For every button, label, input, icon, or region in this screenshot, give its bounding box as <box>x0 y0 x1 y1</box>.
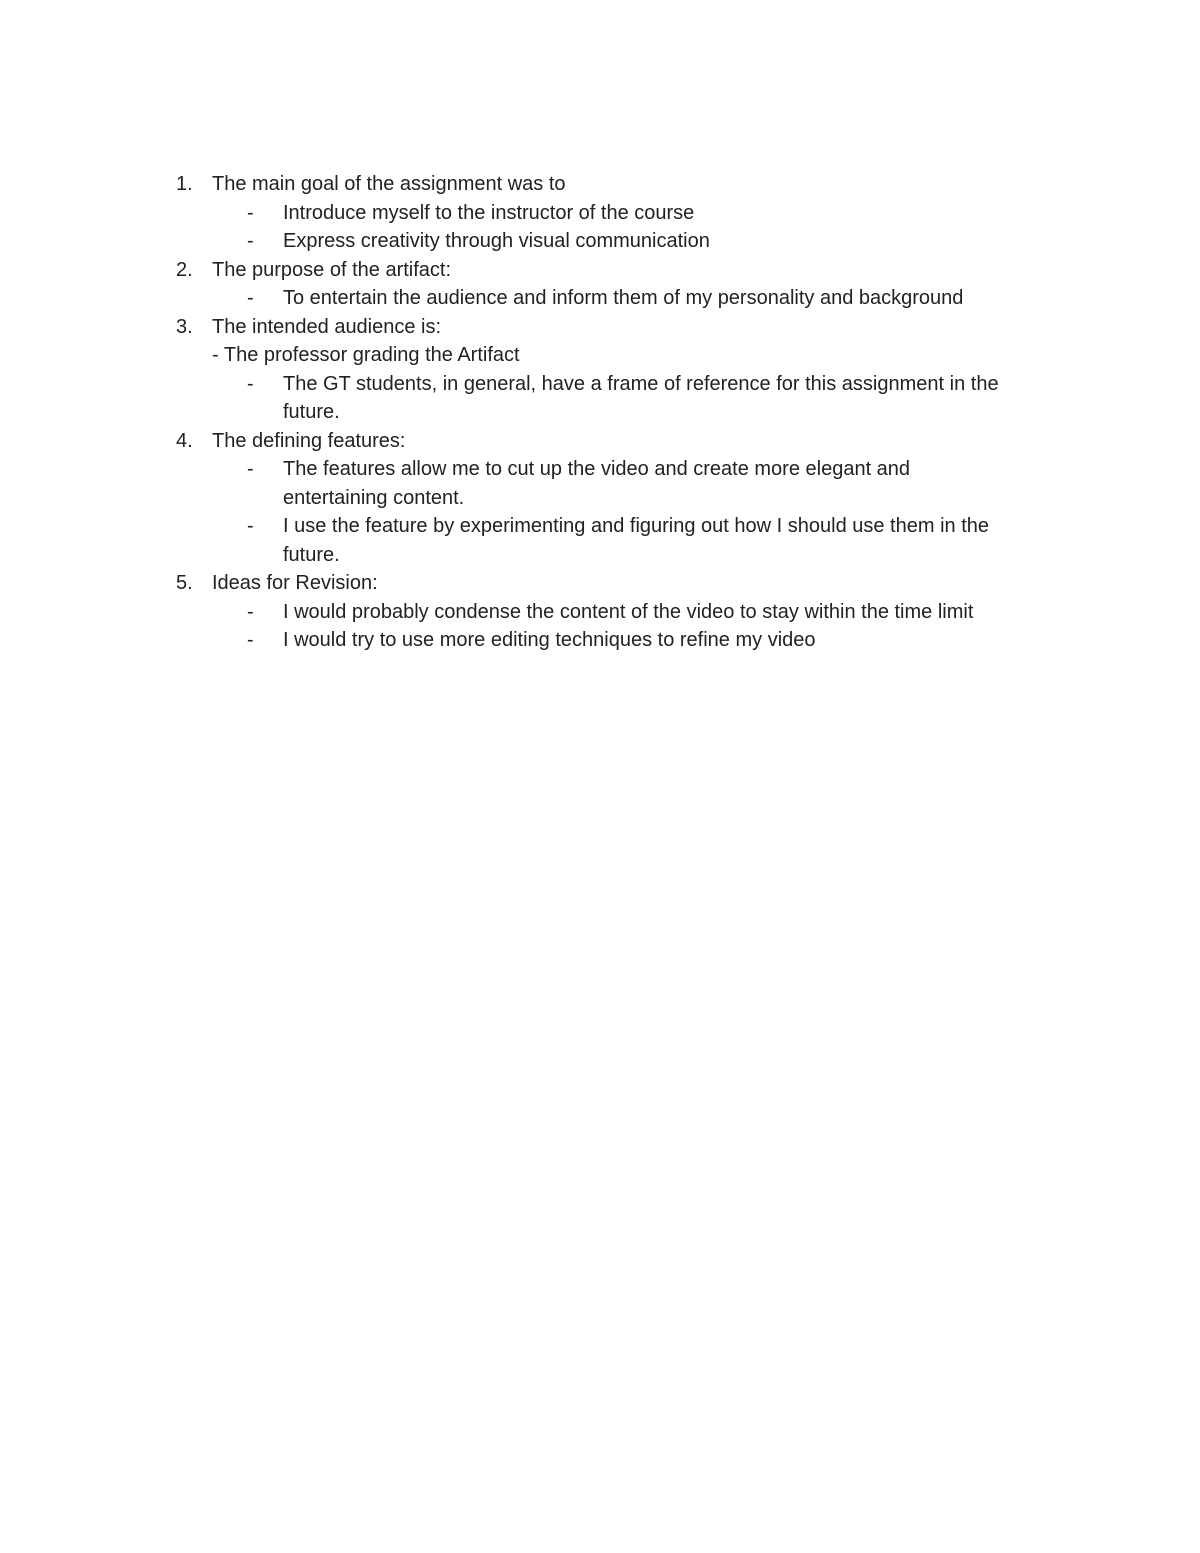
list-number: 4. <box>176 429 193 452</box>
bullet-item <box>0 598 1200 627</box>
list-item-text: The intended audience is: <box>212 315 442 338</box>
bullet-dash: - <box>247 287 254 309</box>
bullet-dash: - <box>247 629 254 651</box>
bullet-item <box>0 284 1200 313</box>
list-item-text: The defining features: <box>212 429 406 452</box>
bullet-text-continued: future. <box>283 401 340 423</box>
bullet-continuation <box>0 541 1200 570</box>
list-number: 1. <box>176 173 193 195</box>
bullet-text: I use the feature by experimenting and figuring out how I should use them in the <box>283 515 989 537</box>
bullet-text: I would probably condense the content of the video to stay within the time limit <box>283 600 974 623</box>
list-item-text: The purpose of the artifact: <box>212 258 452 281</box>
bullet-dash: - <box>247 230 254 252</box>
bullet-dash: - <box>247 372 254 395</box>
bullet-text: I would try to use more editing techniques to refine my video <box>283 629 816 651</box>
plain-dash-line <box>0 341 1200 370</box>
bullet-item <box>0 455 1200 484</box>
bullet-text-continued: entertaining content. <box>283 486 465 509</box>
bullet-text: Express creativity through visual communication <box>283 230 710 252</box>
bullet-item <box>0 512 1200 541</box>
list-item-3 <box>0 313 1200 342</box>
list-number: 5. <box>176 572 193 594</box>
list-item-2 <box>0 256 1200 285</box>
list-item-5 <box>0 569 1200 598</box>
bullet-text: The GT students, in general, have a frame of reference for this assignment in the <box>283 372 999 395</box>
bullet-dash: - <box>247 458 254 480</box>
list-item-text: The main goal of the assignment was to <box>212 173 566 195</box>
list-number: 3. <box>176 315 193 338</box>
bullet-continuation <box>0 398 1200 427</box>
bullet-dash: - <box>247 201 254 224</box>
bullet-text-continued: future. <box>283 543 340 566</box>
bullet-item <box>0 227 1200 256</box>
bullet-continuation <box>0 484 1200 513</box>
bullet-dash: - <box>247 515 254 537</box>
list-item-1 <box>0 170 1200 199</box>
bullet-item <box>0 626 1200 655</box>
list-item-text: Ideas for Revision: <box>212 572 378 594</box>
bullet-text: The features allow me to cut up the video and create more elegant and <box>283 458 911 480</box>
bullet-dash: - <box>247 600 254 623</box>
bullet-text: To entertain the audience and inform them of my personality and background <box>283 287 964 309</box>
bullet-item <box>0 370 1200 399</box>
document-body <box>0 170 1200 655</box>
bullet-item <box>0 199 1200 228</box>
bullet-text: Introduce myself to the instructor of the course <box>283 201 695 224</box>
list-item-4 <box>0 427 1200 456</box>
plain-line-text: - The professor grading the Artifact <box>212 344 520 366</box>
list-number: 2. <box>176 258 193 281</box>
